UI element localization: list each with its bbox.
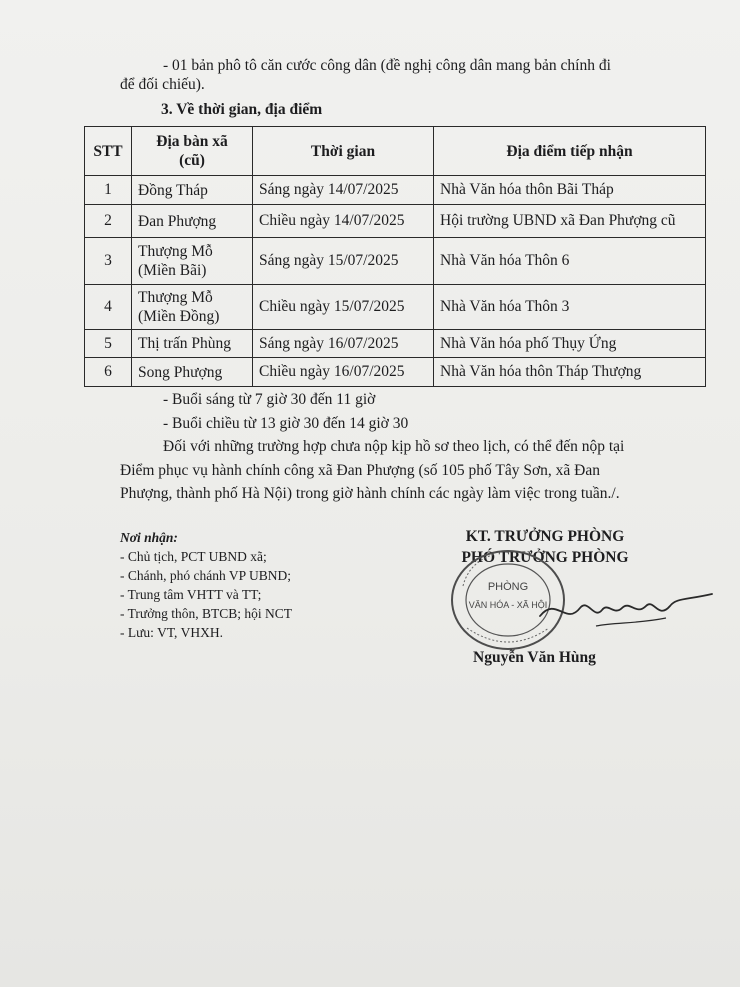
cell-xa: Đan Phượng <box>132 205 253 238</box>
cell-xa: Đồng Tháp <box>132 176 253 205</box>
cell-time: Chiều ngày 14/07/2025 <box>253 205 434 238</box>
cell-time: Chiều ngày 15/07/2025 <box>253 285 434 330</box>
intro-line-2: để đối chiếu). <box>120 76 205 93</box>
svg-text:PHÒNG: PHÒNG <box>487 581 529 593</box>
paragraph-line-2: Điểm phục vụ hành chính công xã Đan Phượng (số 105 phố Tây Sơn, xã Đan <box>120 462 600 479</box>
cell-time: Sáng ngày 16/07/2025 <box>253 330 434 358</box>
header-dia-diem: Địa điểm tiếp nhận <box>434 127 706 176</box>
section-heading: 3. Về thời gian, địa điểm <box>161 101 323 118</box>
cell-xa-line2: (Miền Đồng) <box>138 308 220 325</box>
table-row <box>85 238 706 285</box>
cell-time: Sáng ngày 15/07/2025 <box>253 238 434 285</box>
note-morning: - Buổi sáng từ 7 giờ 30 đến 11 giờ <box>163 391 376 408</box>
table-row <box>85 330 706 358</box>
signature-title-1: KT. TRƯỞNG PHÒNG <box>465 528 625 545</box>
paragraph-line-3: Phượng, thành phố Hà Nội) trong giờ hành chính các ngày làm việc trong tuần./. <box>120 485 620 502</box>
cell-stt: 1 <box>85 176 132 205</box>
handwritten-signature-icon <box>536 586 716 636</box>
cell-place: Hội trường UBND xã Đan Phượng cũ <box>434 205 706 238</box>
header-thoi-gian: Thời gian <box>253 127 434 176</box>
cell-time: Sáng ngày 14/07/2025 <box>253 176 434 205</box>
cell-xa-line1: Thượng Mỗ <box>138 289 213 306</box>
cell-time: Chiều ngày 16/07/2025 <box>253 358 434 387</box>
signer-name: Nguyễn Văn Hùng <box>473 649 596 666</box>
intro-line-1: - 01 bản phô tô căn cước công dân (đề nghị công dân mang bản chính đi <box>163 57 611 74</box>
schedule-table <box>84 126 706 387</box>
cell-xa-line1: Thượng Mỗ <box>138 243 213 260</box>
cell-xa <box>132 238 253 285</box>
cell-place: Nhà Văn hóa phố Thụy Ứng <box>434 330 706 358</box>
note-afternoon: - Buổi chiều từ 13 giờ 30 đến 14 giờ 30 <box>163 415 409 432</box>
recipient-item: - Lưu: VT, VHXH. <box>120 625 223 640</box>
cell-xa-line2: (Miền Bãi) <box>138 262 207 279</box>
table-row <box>85 285 706 330</box>
header-xa-line2: (cũ) <box>179 152 205 169</box>
header-dia-ban-xa <box>132 127 253 176</box>
cell-xa: Thị trấn Phùng <box>132 330 253 358</box>
recipient-item: - Trưởng thôn, BTCB; hội NCT <box>120 606 292 621</box>
header-xa-line1: Địa bàn xã <box>156 133 228 150</box>
table-row <box>85 358 706 387</box>
cell-xa: Song Phượng <box>132 358 253 387</box>
recipient-item: - Chủ tịch, PCT UBND xã; <box>120 549 267 564</box>
cell-stt: 2 <box>85 205 132 238</box>
cell-place: Nhà Văn hóa Thôn 3 <box>434 285 706 330</box>
table-header-row <box>85 127 706 176</box>
paragraph-line-1: Đối với những trường hợp chưa nộp kịp hồ sơ theo lịch, có thể đến nộp tại <box>163 438 625 455</box>
table-row <box>85 176 706 205</box>
header-stt: STT <box>85 127 132 176</box>
recipient-item: - Chánh, phó chánh VP UBND; <box>120 568 291 583</box>
signature-title-2: PHÓ TRƯỞNG PHÒNG <box>461 549 629 566</box>
cell-place: Nhà Văn hóa Thôn 6 <box>434 238 706 285</box>
cell-stt: 6 <box>85 358 132 387</box>
table-row <box>85 205 706 238</box>
svg-text:VĂN HÓA - XÃ HỘI: VĂN HÓA - XÃ HỘI <box>468 600 548 610</box>
recipients-title: Nơi nhận: <box>120 530 178 545</box>
cell-stt: 5 <box>85 330 132 358</box>
cell-stt: 3 <box>85 238 132 285</box>
cell-xa <box>132 285 253 330</box>
recipient-item: - Trung tâm VHTT và TT; <box>120 587 262 602</box>
cell-stt: 4 <box>85 285 132 330</box>
cell-place: Nhà Văn hóa thôn Bãi Tháp <box>434 176 706 205</box>
cell-place: Nhà Văn hóa thôn Tháp Thượng <box>434 358 706 387</box>
